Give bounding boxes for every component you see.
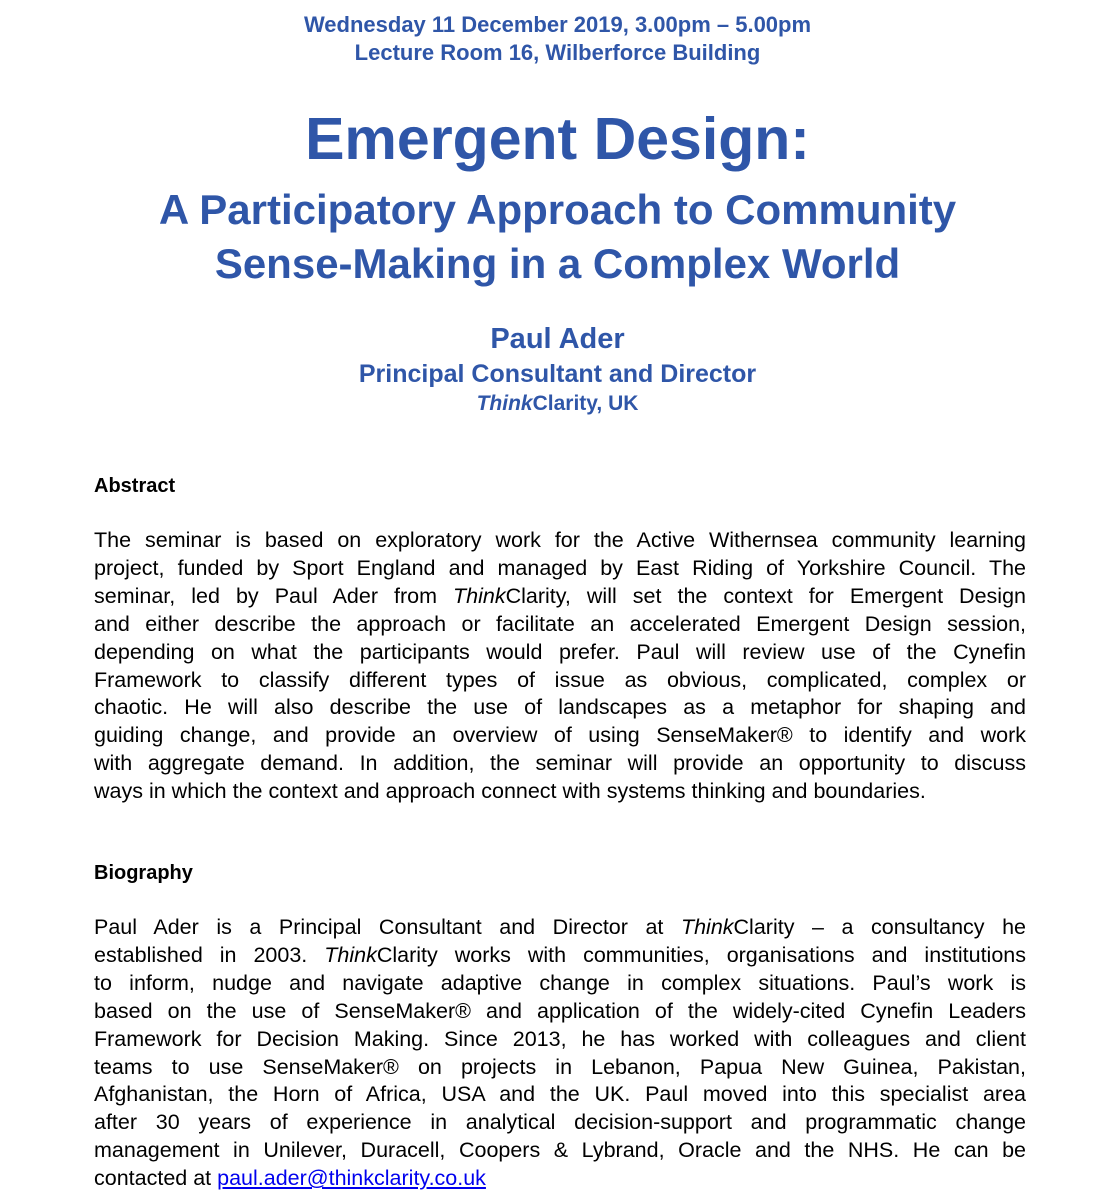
text-line: ways in which the context and approach connect with systems thinking and boundaries. xyxy=(94,779,926,804)
abstract-text xyxy=(94,527,1026,806)
text-line: project, funded by Sport England and managed by East Riding of Yorkshire Council. The xyxy=(94,555,1026,580)
text-segment: established in 2003. xyxy=(94,942,325,967)
text-line: Framework to classify different types of issue as obvious, complicated, complex or xyxy=(94,667,1026,692)
text-segment: seminar, led by Paul Ader from xyxy=(94,583,454,608)
contact-line xyxy=(94,1165,1026,1193)
biography-text xyxy=(94,914,1026,1193)
text-line xyxy=(94,942,1026,970)
text-line: Afghanistan, the Horn of Africa, USA and the UK. Paul moved into this specialist area xyxy=(94,1082,1026,1107)
page-title: Emergent Design: xyxy=(305,106,810,172)
org-name-italic: Think xyxy=(453,583,506,608)
text-line: depending on what the participants would prefer. Paul will review use of the Cynefin xyxy=(94,639,1026,664)
text-line: chaotic. He will also describe the use of landscapes as a metaphor for shaping and xyxy=(94,695,1026,720)
email-link[interactable]: paul.ader@thinkclarity.co.uk xyxy=(217,1166,486,1191)
subtitle-line-1: A Participatory Approach to Community xyxy=(158,186,957,233)
text-line xyxy=(94,583,1026,611)
text-line: after 30 years of experience in analytical decision-support and programmatic change xyxy=(94,1110,1026,1135)
org-name-italic: Think xyxy=(476,392,533,415)
text-segment: Paul Ader is a Principal Consultant and Director at xyxy=(94,915,681,939)
speaker-role: Principal Consultant and Director xyxy=(358,360,757,388)
abstract-heading: Abstract xyxy=(94,475,176,497)
org-name-italic: Think xyxy=(324,942,377,967)
subtitle-line-2: Sense-Making in a Complex World xyxy=(214,240,901,287)
text-line: based on the use of SenseMaker® and application of the widely-cited Cynefin Leaders xyxy=(94,998,1026,1023)
text-line: guiding change, and provide an overview of using SenseMaker® to identify and work xyxy=(94,723,1026,748)
biography-heading: Biography xyxy=(94,862,193,884)
event-date-time: Wednesday 11 December 2019, 3.00pm – 5.00pm xyxy=(303,12,812,37)
text-line: to inform, nudge and navigate adaptive change in complex situations. Paul’s work is xyxy=(94,970,1026,995)
text-line xyxy=(94,914,1026,942)
speaker-organisation xyxy=(0,391,1115,417)
text-line: management in Unilever, Duracell, Coopers & Lybrand, Oracle and the NHS. He can be xyxy=(94,1138,1026,1163)
text-line: with aggregate demand. In addition, the seminar will provide an opportunity to discuss xyxy=(94,751,1026,776)
text-line: The seminar is based on exploratory work for the Active Withernsea community learning xyxy=(94,528,1026,552)
event-venue: Lecture Room 16, Wilberforce Building xyxy=(354,40,761,65)
text-line: Framework for Decision Making. Since 2013, he has worked with colleagues and client xyxy=(94,1026,1026,1051)
text-line: teams to use SenseMaker® on projects in Lebanon, Papua New Guinea, Pakistan, xyxy=(94,1054,1026,1079)
text-line: and either describe the approach or facilitate an accelerated Emergent Design session, xyxy=(94,611,1026,636)
text-segment: Clarity works with communities, organisations and institutions xyxy=(376,942,1026,967)
contact-prefix: contacted at xyxy=(94,1166,218,1191)
speaker-name: Paul Ader xyxy=(490,323,625,355)
org-name-italic: Think xyxy=(680,915,734,939)
page-subtitle xyxy=(0,183,1115,291)
text-segment: Clarity, will set the context for Emergent Design xyxy=(505,583,1026,608)
text-segment: Clarity – a consultancy he xyxy=(733,915,1026,939)
org-name-rest: Clarity, UK xyxy=(532,392,639,415)
